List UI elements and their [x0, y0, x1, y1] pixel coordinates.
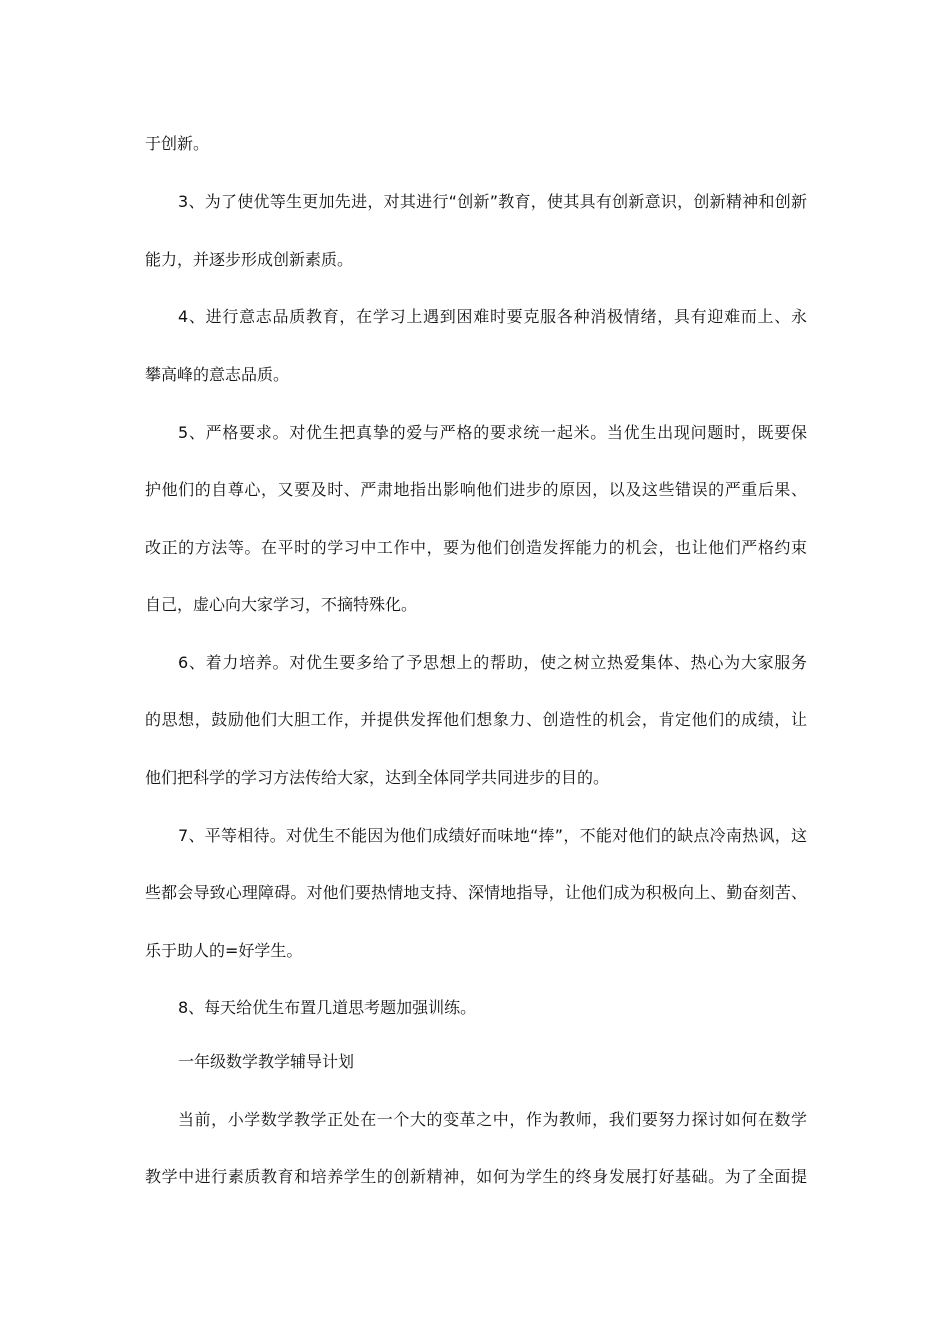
text-line: 于创新。 [145, 134, 210, 153]
text-line: 能力，并逐步形成创新素质。 [145, 250, 354, 269]
text-line: 攀高峰的意志品质。 [145, 365, 290, 384]
text-line: 教学中进行素质教育和培养学生的创新精神，如何为学生的终身发展打好基础。为了全面提 [145, 1167, 807, 1186]
text-line: 护他们的自尊心，又要及时、严肃地指出影响他们进步的原因，以及这些错误的严重后果、 [145, 480, 807, 499]
text-line: 改正的方法等。在平时的学习中工作中，要为他们创造发挥能力的机会，也让他们严格约束 [145, 538, 807, 557]
text-line: 5、严格要求。对优生把真挚的爱与严格的要求统一起米。当优生出现问题时，既要保 [178, 423, 807, 442]
section-heading: 一年级数学教学辅导计划 [178, 1052, 355, 1071]
text-line: 8、每天给优生布置几道思考题加强训练。 [178, 998, 477, 1017]
text-line: 4、进行意志品质教育，在学习上遇到困难时要克服各种消极情绪，具有迎难而上、永 [178, 307, 807, 326]
text-line: 7、平等相待。对优生不能因为他们成绩好而味地“捧”，不能对他们的缺点冷南热讽，这 [178, 826, 807, 845]
text-line: 的思想，鼓励他们大胆工作，并提供发挥他们想象力、创造性的机会，肯定他们的成绩，让 [145, 710, 807, 729]
text-line: 3、为了使优等生更加先进，对其进行“创新”教育，使其具有创新意识，创新精神和创新 [178, 192, 807, 211]
text-line: 乐于助人的=好学生。 [145, 941, 303, 960]
text-line: 6、着力培养。对优生要多给了予思想上的帮助，使之树立热爱集体、热心为大家服务 [178, 653, 807, 672]
text-line: 他们把科学的学习方法传给大家，达到全体同学共同进步的目的。 [145, 768, 610, 787]
text-line: 些都会导致心理障碍。对他们要热情地支持、深情地指导，让他们成为积极向上、勤奋刻苦、 [145, 883, 807, 902]
text-line: 自己，虚心向大家学习，不摘特殊化。 [145, 595, 418, 614]
text-line: 当前，小学数学教学正处在一个大的变革之中，作为教师，我们要努力探讨如何在数学 [178, 1110, 807, 1129]
